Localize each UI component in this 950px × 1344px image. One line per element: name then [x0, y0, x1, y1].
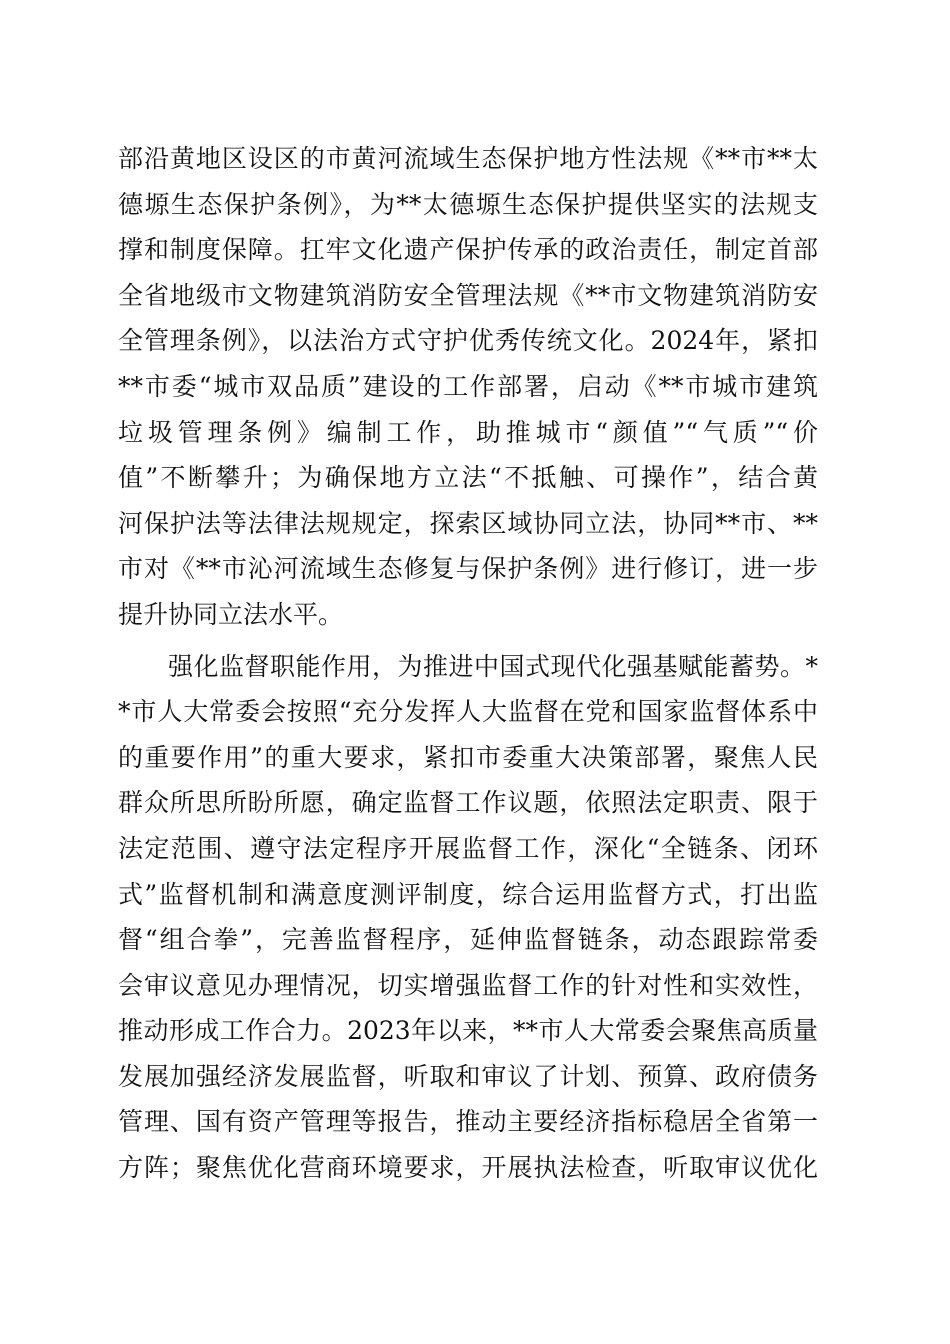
text-line: 方阵；聚焦优化营商环境要求，开展执法检查，听取审议优化 — [118, 1153, 818, 1183]
text-line: 群众所思所盼所愿，确定监督工作议题，依照法定职责、限于 — [118, 788, 818, 818]
text-line: 管理、国有资产管理等报告，推动主要经济指标稳居全省第一 — [118, 1107, 818, 1137]
text-line: 强化监督职能作用，为推进中国式现代化强基赋能蓄势。* — [168, 651, 818, 681]
text-line: 会审议意见办理情况，切实增强监督工作的针对性和实效性， — [118, 970, 818, 1000]
text-line: 推动形成工作合力。2023年以来，**市人大常委会聚焦高质量 — [118, 1016, 818, 1046]
text-line: 值”不断攀升；为确保地方立法“不抵触、可操作”，结合黄 — [118, 463, 818, 493]
text-line: 提升协同立法水平。 — [118, 599, 344, 629]
text-line: 式”监督机制和满意度测评制度，综合运用监督方式，打出监 — [118, 879, 818, 909]
text-line: 的重要作用”的重大要求，紧扣市委重大决策部署，聚焦人民 — [118, 742, 818, 772]
text-line: 全省地级市文物建筑消防安全管理法规《**市文物建筑消防安 — [118, 280, 818, 310]
text-line: 发展加强经济发展监督，听取和审议了计划、预算、政府债务 — [118, 1061, 818, 1091]
text-line: 河保护法等法律法规规定，探索区域协同立法，协同**市、** — [118, 508, 818, 538]
document-body — [118, 136, 818, 1191]
text-line: 督“组合拳”，完善监督程序，延伸监督链条，动态跟踪常委 — [118, 925, 818, 955]
text-line: 法定范围、遵守法定程序开展监督工作，深化“全链条、闭环 — [118, 833, 818, 863]
text-line: 部沿黄地区设区的市黄河流域生态保护地方性法规《**市**太 — [118, 144, 818, 173]
text-line: 市对《**市沁河流域生态修复与保护条例》进行修订，进一步 — [118, 554, 818, 584]
text-line: *市人大常委会按照“充分发挥人大监督在党和国家监督体系中 — [118, 697, 818, 727]
text-line: 德塬生态保护条例》，为**太德塬生态保护提供坚实的法规支 — [118, 189, 818, 219]
text-line: **市委“城市双品质”建设的工作部署，启动《**市城市建筑 — [118, 371, 818, 401]
text-line: 撑和制度保障。扛牢文化遗产保护传承的政治责任，制定首部 — [118, 235, 818, 265]
text-line: 垃圾管理条例》编制工作，助推城市“颜值”“气质”“价 — [118, 417, 818, 447]
text-line: 全管理条例》，以法治方式守护优秀传统文化。2024年，紧扣 — [118, 326, 818, 356]
